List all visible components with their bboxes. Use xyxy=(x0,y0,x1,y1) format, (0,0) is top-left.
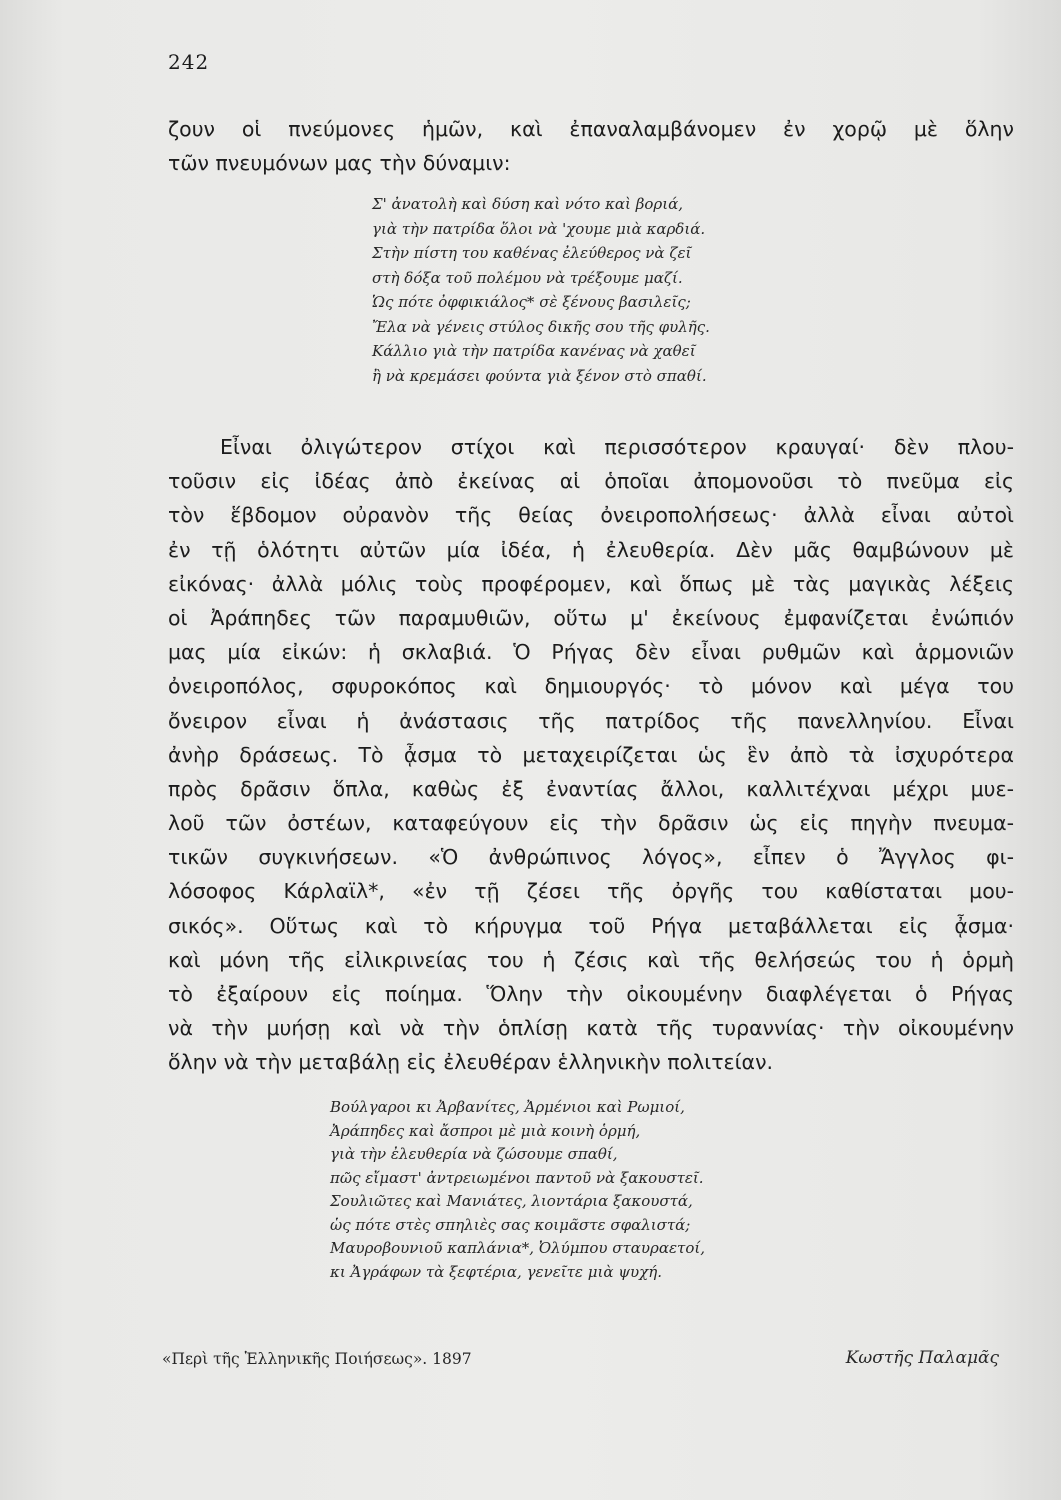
text-line: πρὸς δρᾶσιν ὅπλα, καθὼς ἐξ ἐναντίας ἄλλοι, καλλιτέχναι μέχρι μυε- xyxy=(168,776,1014,801)
verse-line: ἢ νὰ κρεμάσει φούντα γιὰ ξένον στὸ σπαθί. xyxy=(372,366,707,385)
text-line: ὀνειροπόλος, σφυροκόπος καὶ δημιουργός· τὸ μόνον καὶ μέγα του xyxy=(168,674,1014,699)
text-line: Εἶναι ὀλιγώτερον στίχοι καὶ περισσότερον κραυγαί· δὲν πλου- xyxy=(220,435,1014,459)
verse-line: Σ' ἀνατολὴ καὶ δύση καὶ νότο καὶ βοριά, xyxy=(372,195,684,213)
verse-line: γιὰ τὴν πατρίδα ὅλοι νὰ 'χουμε μιὰ καρδιά. xyxy=(372,219,706,238)
text-line: λοῦ τῶν ὀστέων, καταφεύγουν εἰς τὴν δρᾶσιν ὡς εἰς πηγὴν πνευμα- xyxy=(168,811,1014,836)
verse-quote-thourios xyxy=(330,1096,705,1284)
verse-line: Ἔλα νὰ γένεις στύλος δικῆς σου τῆς φυλῆς. xyxy=(372,317,710,336)
verse-line: Ὡς πότε ὀφφικιάλος* σὲ ξένους βασιλεῖς; xyxy=(372,293,691,311)
text-line: μας μία εἰκών: ἡ σκλαβιά. Ὁ Ρήγας δὲν εἶναι ρυθμῶν καὶ ἁρμονιῶν xyxy=(168,640,1014,665)
text-line: καὶ μόνη τῆς εἰλικρινείας του ἡ ζέσις καὶ τῆς θελήσεώς του ἡ ὁρμὴ xyxy=(168,947,1014,972)
verse-line: ὡς πότε στὲς σπηλιὲς σας κοιμᾶστε σφαλιστά; xyxy=(330,1215,691,1234)
text-line: εἰκόνας· ἀλλὰ μόλις τοὺς προφέρομεν, καὶ ὅπως μὲ τὰς μαγικὰς λέξεις xyxy=(168,571,1014,596)
verse-line: γιὰ τὴν ἐλευθερία νὰ ζώσουμε σπαθί, xyxy=(330,1145,618,1163)
verse-line: κι Ἀγράφων τὰ ξεφτέρια, γενεῖτε μιὰ ψυχή. xyxy=(330,1262,663,1281)
text-line: ζουν οἱ πνεύμονες ἡμῶν, καὶ ἐπαναλαμβάνομεν ἐν χορῷ μὲ ὅλην xyxy=(168,117,1014,141)
verse-line: Σουλιῶτες καὶ Μανιάτες, λιοντάρια ξακουστά, xyxy=(330,1192,693,1210)
text-line: ἐν τῇ ὁλότητι αὐτῶν μία ἰδέα, ἡ ἐλευθερία. Δὲν μᾶς θαμβώνουν μὲ xyxy=(168,537,1014,562)
body-paragraph xyxy=(168,430,1014,1080)
verse-line: Βούλγαροι κι Ἀρβανίτες, Ἀρμένιοι καὶ Ρωμιοί, xyxy=(330,1098,685,1116)
verse-line: Ἀράπηδες καὶ ἄσπροι μὲ μιὰ κοινὴ ὁρμή, xyxy=(330,1121,641,1140)
text-line: τοῦσιν εἰς ἰδέας ἀπὸ ἐκείνας αἱ ὁποῖαι ἀπομονοῦσι τὸ πνεῦμα εἰς xyxy=(168,469,1014,494)
text-line: τὸν ἕβδομον οὐρανὸν τῆς θείας ὀνειροπολήσεως· ἀλλὰ εἶναι αὐτοὶ xyxy=(168,503,1014,528)
verse-line: Στὴν πίστη του καθένας ἐλεύθερος νὰ ζεῖ xyxy=(372,244,692,262)
text-line: νὰ τὴν μυήσῃ καὶ νὰ τὴν ὁπλίσῃ κατὰ τῆς τυραννίας· τὴν οἰκουμένην xyxy=(168,1016,1014,1041)
text-line: ἀνὴρ δράσεως. Τὸ ᾆσμα τὸ μεταχειρίζεται ὡς ἓν ἀπὸ τὰ ἰσχυρότερα xyxy=(168,742,1014,767)
intro-paragraph xyxy=(168,112,1014,180)
text-line: λόσοφος Κάρλαϊλ*, «ἐν τῇ ζέσει τῆς ὀργῆς του καθίσταται μου- xyxy=(168,879,1014,904)
verse-line: στὴ δόξα τοῦ πολέμου νὰ τρέξουμε μαζί. xyxy=(372,268,683,287)
verse-line: Μαυροβουνιοῦ καπλάνια*, Ὀλύμπου σταυραετοί, xyxy=(330,1239,706,1257)
text-line: τικῶν συγκινήσεων. «Ὁ ἀνθρώπινος λόγος», εἶπεν ὁ Ἄγγλος φι- xyxy=(168,845,1014,870)
verse-line: Κάλλιο γιὰ τὴν πατρίδα κανένας νὰ χαθεῖ xyxy=(372,342,696,360)
author-signature: Κωστῆς Παλαμᾶς xyxy=(845,1348,999,1368)
text-line: σικός». Οὕτως καὶ τὸ κήρυγμα τοῦ Ρήγα μεταβάλλεται εἰς ᾆσμα· xyxy=(168,913,1014,938)
text-line: τὸ ἐξαίρουν εἰς ποίημα. Ὅλην τὴν οἰκουμένην διαφλέγεται ὁ Ρήγας xyxy=(168,982,1014,1006)
text-line: ὄνειρον εἶναι ἡ ἀνάστασις τῆς πατρίδος τῆς πανελληνίου. Εἶναι xyxy=(168,708,1014,733)
text-line: οἱ Ἀράπηδες τῶν παραμυθιῶν, οὕτω μ' ἐκείνους ἐμφανίζεται ἐνώπιόν xyxy=(168,605,1014,630)
verse-quote-rigas xyxy=(372,192,710,388)
text-line: ὅλην νὰ τὴν μεταβάλῃ εἰς ἐλευθέραν ἑλληνικὴν πολιτείαν. xyxy=(168,1050,774,1075)
source-citation: «Περὶ τῆς Ἑλληνικῆς Ποιήσεως». 1897 xyxy=(162,1350,472,1368)
text-line: τῶν πνευμόνων μας τὴν δύναμιν: xyxy=(168,151,511,176)
page-number: 242 xyxy=(168,50,210,74)
verse-line: πῶς εἴμαστ' ἀντρειωμένοι παντοῦ νὰ ξακουστεῖ. xyxy=(330,1168,704,1187)
